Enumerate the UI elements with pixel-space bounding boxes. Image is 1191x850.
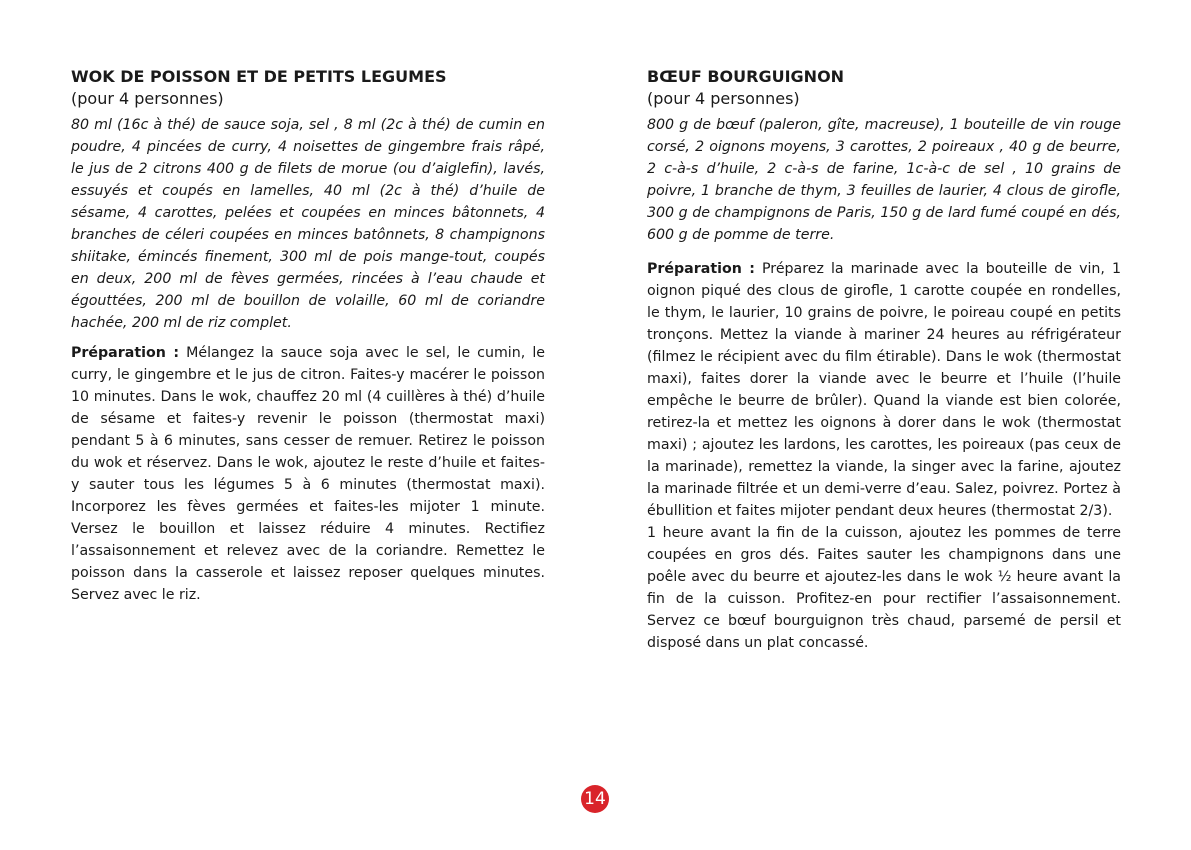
- preparation-paragraph: 1 heure avant la fin de la cuisson, ajoutez les pommes de terre coupées en gros dés. Faites sauter les champignons dans une poêle avec du beurre et ajoutez-les dans le wok ½ heure avant la fin de la cuisson. Profitez-en pour rectifier l’assaisonnement. Servez ce bœuf bourguignon très chaud, parsemé de persil et disposé dans un plat concassé.: [647, 525, 1121, 651]
- preparation-paragraph: [71, 342, 545, 606]
- recipe-servings: (pour 4 personnes): [647, 89, 800, 108]
- recipe-wok-poisson: [71, 66, 545, 606]
- recipe-boeuf-bourguignon: [647, 66, 1121, 654]
- recipe-ingredients: 80 ml (16c à thé) de sauce soja, sel , 8 ml (2c à thé) de cumin en poudre, 4 pincées de curry, 4 noisettes de gingembre frais râpé, le jus de 2 citrons 400 g de filets de morue (ou d’aiglefin), lavés, essuyés et coupés en lamelles, 40 ml (2c à thé) d’huile de sésame, 4 carottes, pelées et coupées en minces bâtonnets, 4 branches de céleri coupées en minces batônnets, 8 champignons shiitake, émincés finement, 300 ml de pois mange-tout, coupés en deux, 200 ml de fèves germées, rincées à l’eau chaude et égouttées, 200 ml de bouillon de volaille, 60 ml de coriandre hachée, 200 ml de riz complet.: [71, 117, 545, 331]
- recipe-ingredients: 800 g de bœuf (paleron, gîte, macreuse), 1 bouteille de vin rouge corsé, 2 oignons moyens, 3 carottes, 2 poireaux , 40 g de beurre, 2 c-à-s d’huile, 2 c-à-s de farine, 1c-à-c de sel , 10 grains de poivre, 1 branche de thym, 3 feuilles de laurier, 4 clous de girofle, 300 g de champignons de Paris, 150 g de lard fumé coupé en dés, 600 g de pomme de terre.: [647, 117, 1121, 243]
- recipe-title: WOK DE POISSON ET DE PETITS LEGUMES: [71, 67, 447, 86]
- recipe-preparation: [71, 342, 545, 606]
- recipe-servings: (pour 4 personnes): [71, 89, 224, 108]
- preparation-text: Préparez la marinade avec la bouteille de vin, 1 oignon piqué des clous de girofle, 1 carotte coupée en rondelles, le thym, le laurier, 10 grains de poivre, le poireau coupé en petits tronçons. Mettez la viande à mariner 24 heures au réfrigérateur (filmez le récipient avec du film étirable). Dans le wok (thermostat maxi), faites dorer la viande avec le beurre et l’huile (l’huile empêche le beurre de brûler). Quand la viande est bien colorée, retirez-la et mettez les oignons à dorer dans le wok (thermostat maxi) ; ajoutez les lardons, les carottes, les poireaux (pas ceux de la marinade), remettez la viande, la singer avec la farine, ajoutez la marinade filtrée et un demi-verre d’eau. Salez, poivrez. Portez à ébullition et faites mijoter pendant deux heures (thermostat 2/3).: [647, 261, 1121, 519]
- preparation-paragraph: [647, 258, 1121, 522]
- preparation-text: Mélangez la sauce soja avec le sel, le cumin, le curry, le gingembre et le jus de citron. Faites-y macérer le poisson 10 minutes. Dans le wok, chauffez 20 ml (4 cuillères à thé) d’huile de sésame et faites-y revenir le poisson (thermostat maxi) pendant 5 à 6 minutes, sans cesser de remuer. Retirez le poisson du wok et réservez. Dans le wok, ajoutez le reste d’huile et faites-y sauter tous les légumes 5 à 6 minutes (thermostat maxi). Incorporez les fèves germées et faites-les mijoter 1 minute. Versez le bouillon et laissez réduire 4 minutes. Rectifiez l’assaisonnement et relevez avec de la coriandre. Remettez le poisson dans la casserole et laissez reposer quelques minutes. Servez avec le riz.: [71, 345, 545, 603]
- recipe-title: BŒUF BOURGUIGNON: [647, 67, 845, 86]
- recipe-preparation: [647, 258, 1121, 654]
- preparation-label: Préparation :: [71, 345, 180, 361]
- preparation-label: Préparation :: [647, 261, 755, 277]
- page-number-badge: 14: [581, 785, 609, 813]
